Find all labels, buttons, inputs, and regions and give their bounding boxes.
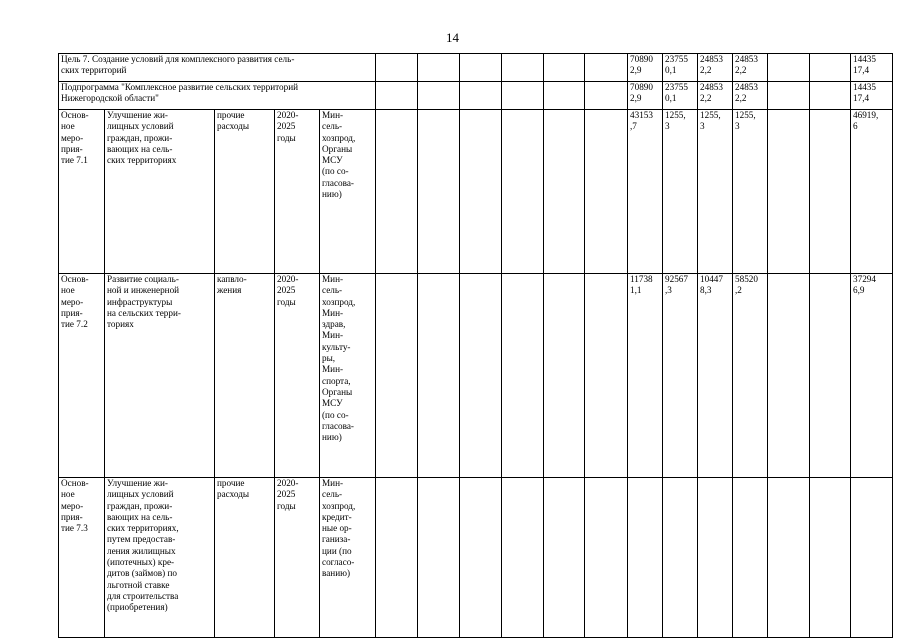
empty-cell bbox=[376, 82, 418, 110]
cost-type: прочие расходы bbox=[215, 478, 275, 638]
period: 2020- 2025 годы bbox=[275, 274, 320, 478]
empty-cell bbox=[460, 82, 502, 110]
total-cell: 37294 6,9 bbox=[851, 274, 893, 478]
cost-type: прочие расходы bbox=[215, 110, 275, 274]
cost-type: капвло- жения bbox=[215, 274, 275, 478]
empty-cell bbox=[544, 478, 585, 638]
table-row-goal bbox=[59, 54, 893, 82]
value-cell: 70890 2,9 bbox=[628, 54, 663, 82]
value-cell bbox=[628, 478, 663, 638]
empty-cell bbox=[460, 54, 502, 82]
measure-name: Развитие социаль- ной и инженерной инфраструктуры на сельских терри- ториях bbox=[105, 274, 215, 478]
value-cell bbox=[733, 478, 768, 638]
empty-cell bbox=[585, 478, 628, 638]
value-cell: 10447 8,3 bbox=[698, 274, 733, 478]
measure-name: Улучшение жи- лищных условий граждан, прожи- вающих на сель- ских территориях bbox=[105, 110, 215, 274]
value-cell bbox=[698, 478, 733, 638]
empty-cell bbox=[810, 82, 851, 110]
empty-cell bbox=[768, 274, 810, 478]
empty-cell bbox=[768, 478, 810, 638]
value-cell: 92567 ,3 bbox=[663, 274, 698, 478]
empty-cell bbox=[418, 110, 460, 274]
empty-cell bbox=[810, 478, 851, 638]
empty-cell bbox=[585, 110, 628, 274]
empty-cell bbox=[376, 110, 418, 274]
measure-code: Основ- ное меро- прия- тие 7.1 bbox=[59, 110, 105, 274]
value-cell: 1255, 3 bbox=[733, 110, 768, 274]
empty-cell bbox=[585, 54, 628, 82]
empty-cell bbox=[585, 82, 628, 110]
empty-cell bbox=[460, 274, 502, 478]
value-cell: 24853 2,2 bbox=[733, 54, 768, 82]
empty-cell bbox=[418, 54, 460, 82]
total-cell: 46919, 6 bbox=[851, 110, 893, 274]
value-cell: 1255, 3 bbox=[698, 110, 733, 274]
page-number: 14 bbox=[446, 30, 459, 45]
empty-cell bbox=[376, 274, 418, 478]
table-row-measure bbox=[59, 110, 893, 274]
table-row-measure bbox=[59, 478, 893, 638]
empty-cell bbox=[544, 274, 585, 478]
executor: Мин- сель- хозпрод, Органы МСУ (по со- гласова- нию) bbox=[320, 110, 376, 274]
value-cell: 1255, 3 bbox=[663, 110, 698, 274]
total-cell bbox=[851, 478, 893, 638]
empty-cell bbox=[810, 54, 851, 82]
value-cell: 58520 ,2 bbox=[733, 274, 768, 478]
executor: Мин- сель- хозпрод, Мин- здрав, Мин- культу- ры, Мин- спорта, Органы МСУ (по со- гласова- нию) bbox=[320, 274, 376, 478]
empty-cell bbox=[502, 478, 544, 638]
value-cell: 24853 2,2 bbox=[698, 82, 733, 110]
empty-cell bbox=[768, 82, 810, 110]
empty-cell bbox=[502, 82, 544, 110]
empty-cell bbox=[460, 110, 502, 274]
empty-cell bbox=[544, 110, 585, 274]
value-cell: 43153 ,7 bbox=[628, 110, 663, 274]
value-cell bbox=[663, 478, 698, 638]
value-cell: 24853 2,2 bbox=[698, 54, 733, 82]
value-cell: 23755 0,1 bbox=[663, 82, 698, 110]
measure-code: Основ- ное меро- прия- тие 7.2 bbox=[59, 274, 105, 478]
empty-cell bbox=[418, 82, 460, 110]
empty-cell bbox=[544, 54, 585, 82]
empty-cell bbox=[768, 110, 810, 274]
measure-name: Улучшение жи- лищных условий граждан, прожи- вающих на сель- ских территориях, путем предостав- ления жилищных (ипотечных) кре- дитов (займов) по льготной ставке для строительства (приобретения) bbox=[105, 478, 215, 638]
empty-cell bbox=[544, 82, 585, 110]
goal-title: Цель 7. Создание условий для комплексного развития сель- ских территорий bbox=[59, 54, 376, 82]
empty-cell bbox=[810, 110, 851, 274]
empty-cell bbox=[768, 54, 810, 82]
total-cell: 14435 17,4 bbox=[851, 54, 893, 82]
period: 2020- 2025 годы bbox=[275, 478, 320, 638]
empty-cell bbox=[376, 54, 418, 82]
value-cell: 70890 2,9 bbox=[628, 82, 663, 110]
value-cell: 23755 0,1 bbox=[663, 54, 698, 82]
empty-cell bbox=[418, 274, 460, 478]
empty-cell bbox=[585, 274, 628, 478]
measure-code: Основ- ное меро- прия- тие 7.3 bbox=[59, 478, 105, 638]
executor: Мин- сель- хозпрод, кредит- ные ор- ганиза- ции (по согласо- ванию) bbox=[320, 478, 376, 638]
empty-cell bbox=[376, 478, 418, 638]
value-cell: 24853 2,2 bbox=[733, 82, 768, 110]
table-row-subprogram bbox=[59, 82, 893, 110]
program-table bbox=[58, 53, 893, 638]
empty-cell bbox=[810, 274, 851, 478]
subprogram-title: Подпрограмма "Комплексное развитие сельских территорий Нижегородской области" bbox=[59, 82, 376, 110]
total-cell: 14435 17,4 bbox=[851, 82, 893, 110]
period: 2020- 2025 годы bbox=[275, 110, 320, 274]
empty-cell bbox=[460, 478, 502, 638]
empty-cell bbox=[418, 478, 460, 638]
table-row-measure bbox=[59, 274, 893, 478]
empty-cell bbox=[502, 274, 544, 478]
value-cell: 11738 1,1 bbox=[628, 274, 663, 478]
empty-cell bbox=[502, 54, 544, 82]
empty-cell bbox=[502, 110, 544, 274]
